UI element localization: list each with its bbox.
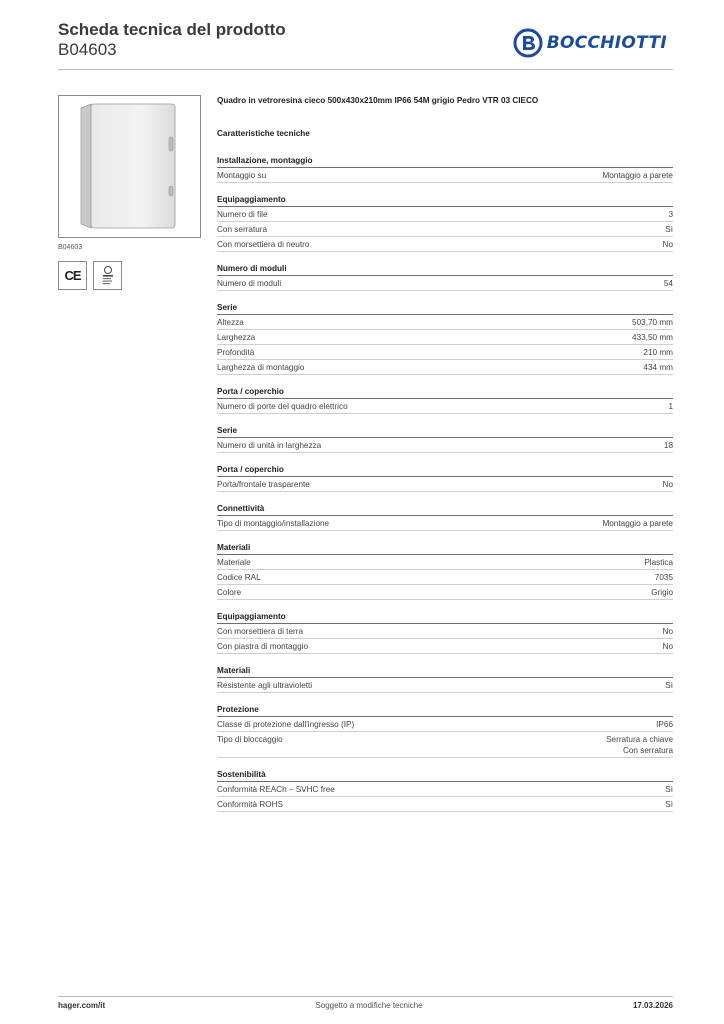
spec-row bbox=[217, 797, 673, 812]
spec-section bbox=[217, 703, 673, 758]
spec-row bbox=[217, 315, 673, 330]
spec-label: Tipo di bloccaggio bbox=[217, 734, 283, 744]
section-title: Serie bbox=[217, 301, 673, 315]
page-footer bbox=[58, 996, 673, 1010]
spec-value bbox=[664, 278, 673, 289]
spec-label: Con morsettiera di neutro bbox=[217, 239, 310, 249]
spec-value-line: 1 bbox=[668, 401, 673, 411]
spec-value bbox=[668, 401, 673, 412]
spec-section bbox=[217, 154, 673, 183]
spec-label: Altezza bbox=[217, 317, 244, 327]
spec-value-line: Montaggio a parete bbox=[602, 170, 673, 180]
spec-value-line: Sì bbox=[665, 224, 673, 234]
spec-value-line: IP66 bbox=[656, 719, 673, 729]
product-description: Quadro in vetroresina cieco 500x430x210mm IP66 54M grigio Pedro VTR 03 CIECO bbox=[217, 96, 539, 105]
ce-mark bbox=[58, 261, 87, 290]
page-title: Scheda tecnica del prodotto bbox=[58, 20, 286, 39]
spec-label: Numero di porte del quadro elettrico bbox=[217, 401, 348, 411]
spec-row bbox=[217, 477, 673, 492]
spec-row bbox=[217, 360, 673, 375]
spec-row bbox=[217, 717, 673, 732]
spec-section bbox=[217, 262, 673, 291]
spec-label: Larghezza bbox=[217, 332, 256, 342]
spec-value-line: 433,50 mm bbox=[632, 332, 673, 342]
section-title: Protezione bbox=[217, 703, 673, 717]
spec-value bbox=[644, 557, 673, 568]
spec-value bbox=[656, 719, 673, 730]
spec-section bbox=[217, 664, 673, 693]
spec-value bbox=[665, 224, 673, 235]
section-title: Installazione, montaggio bbox=[217, 154, 673, 168]
spec-value bbox=[643, 347, 673, 358]
spec-value-line: 18 bbox=[663, 440, 673, 450]
spec-section bbox=[217, 463, 673, 492]
spec-row bbox=[217, 639, 673, 654]
section-title: Sostenibilità bbox=[217, 768, 673, 782]
spec-value bbox=[632, 332, 673, 343]
spec-label: Classe di protezione dall'ingresso (IP) bbox=[217, 719, 355, 729]
spec-value-line: Sì bbox=[665, 784, 673, 794]
spec-value-line: 434 mm bbox=[643, 362, 673, 372]
spec-label: Porta/frontale trasparente bbox=[217, 479, 310, 489]
spec-label: Montaggio su bbox=[217, 170, 267, 180]
spec-value bbox=[663, 641, 673, 652]
spec-section bbox=[217, 768, 673, 812]
spec-value bbox=[606, 734, 673, 756]
footer-date: 17.03.2026 bbox=[632, 1001, 673, 1010]
spec-value bbox=[651, 587, 673, 598]
product-image bbox=[58, 95, 201, 238]
bocchiotti-logo-icon bbox=[513, 28, 543, 58]
spec-value bbox=[665, 680, 673, 691]
spec-row bbox=[217, 345, 673, 360]
spec-row bbox=[217, 585, 673, 600]
spec-value bbox=[665, 784, 673, 795]
spec-section bbox=[217, 301, 673, 375]
spec-label: Conformità ROHS bbox=[217, 799, 283, 809]
spec-value-line: 7035 bbox=[654, 572, 673, 582]
product-media bbox=[58, 95, 203, 290]
spec-value-line: No bbox=[662, 626, 673, 636]
brand-name: BOCCHIOTTI bbox=[546, 33, 667, 53]
spec-row bbox=[217, 399, 673, 414]
spec-label: Numero di moduli bbox=[217, 278, 282, 288]
image-caption: B04603 bbox=[58, 244, 83, 251]
spec-row bbox=[217, 732, 673, 758]
spec-value-line: Plastica bbox=[644, 557, 673, 567]
section-title: Materiali bbox=[217, 541, 673, 555]
spec-value bbox=[663, 479, 673, 490]
spec-value-line: Grigio bbox=[651, 587, 673, 597]
spec-row bbox=[217, 678, 673, 693]
spec-row bbox=[217, 516, 673, 531]
spec-label: Resistente agli ultravioletti bbox=[217, 680, 313, 690]
footer-site: hager.com/it bbox=[58, 1001, 106, 1010]
product-code: B04603 bbox=[58, 40, 117, 59]
raee-icon bbox=[97, 265, 119, 287]
spec-row bbox=[217, 207, 673, 222]
spec-value-line: Serratura a chiave bbox=[606, 734, 673, 744]
spec-value bbox=[663, 626, 673, 637]
spec-row bbox=[217, 222, 673, 237]
section-title: Serie bbox=[217, 424, 673, 438]
spec-value bbox=[602, 518, 673, 529]
spec-value-line: No bbox=[662, 641, 673, 651]
spec-row bbox=[217, 555, 673, 570]
raee-mark bbox=[93, 261, 122, 290]
spec-value bbox=[668, 209, 673, 220]
spec-row bbox=[217, 330, 673, 345]
tech-title: Caratteristiche tecniche bbox=[217, 129, 310, 138]
spec-label: Materiale bbox=[217, 557, 251, 567]
spec-row bbox=[217, 782, 673, 797]
spec-value-line: 503,70 mm bbox=[632, 317, 673, 327]
spec-section bbox=[217, 541, 673, 600]
spec-section bbox=[217, 424, 673, 453]
brand-logo bbox=[513, 28, 667, 58]
spec-value-line: Sì bbox=[665, 799, 673, 809]
ce-icon: CE bbox=[64, 268, 81, 283]
spec-label: Larghezza di montaggio bbox=[217, 362, 305, 372]
spec-label: Con serratura bbox=[217, 224, 268, 234]
section-title: Equipaggiamento bbox=[217, 193, 673, 207]
spec-value bbox=[664, 440, 673, 451]
section-title: Equipaggiamento bbox=[217, 610, 673, 624]
spec-value bbox=[643, 362, 673, 373]
footer-note: Soggetto a modifiche tecniche bbox=[315, 1001, 423, 1010]
spec-section bbox=[217, 193, 673, 252]
spec-label: Conformità REACh – SVHC free bbox=[217, 784, 335, 794]
spec-label: Numero di file bbox=[217, 209, 268, 219]
spec-row bbox=[217, 624, 673, 639]
spec-sections bbox=[217, 154, 673, 812]
spec-value-line: Montaggio a parete bbox=[602, 518, 673, 528]
spec-row bbox=[217, 276, 673, 291]
spec-value-line: No bbox=[662, 239, 673, 249]
spec-label: Profondità bbox=[217, 347, 255, 357]
spec-value-line: 210 mm bbox=[643, 347, 673, 357]
spec-value bbox=[632, 317, 673, 328]
spec-label: Tipo di montaggio/installazione bbox=[217, 518, 330, 528]
specifications bbox=[217, 96, 673, 822]
spec-value-line: No bbox=[662, 479, 673, 489]
section-title: Numero di moduli bbox=[217, 262, 673, 276]
spec-label: Numero di unità in larghezza bbox=[217, 440, 322, 450]
spec-value bbox=[602, 170, 673, 181]
spec-section bbox=[217, 610, 673, 654]
section-title: Materiali bbox=[217, 664, 673, 678]
section-title: Porta / coperchio bbox=[217, 385, 673, 399]
spec-value-line: Sì bbox=[665, 680, 673, 690]
spec-row bbox=[217, 570, 673, 585]
enclosure-image-icon bbox=[75, 102, 185, 232]
spec-value-line: 54 bbox=[663, 278, 673, 288]
spec-label: Con morsettiera di terra bbox=[217, 626, 304, 636]
spec-value-line: Con serratura bbox=[622, 745, 673, 755]
spec-section bbox=[217, 502, 673, 531]
spec-label: Con piastra di montaggio bbox=[217, 641, 309, 651]
spec-row bbox=[217, 237, 673, 252]
spec-value-line: 3 bbox=[668, 209, 673, 219]
certifications bbox=[58, 261, 203, 290]
spec-section bbox=[217, 385, 673, 414]
spec-value bbox=[655, 572, 673, 583]
spec-value bbox=[665, 799, 673, 810]
spec-row bbox=[217, 438, 673, 453]
spec-row bbox=[217, 168, 673, 183]
spec-label: Codice RAL bbox=[217, 572, 261, 582]
spec-label: Colore bbox=[217, 587, 242, 597]
page-header bbox=[58, 20, 673, 70]
section-title: Porta / coperchio bbox=[217, 463, 673, 477]
section-title: Connettività bbox=[217, 502, 673, 516]
spec-value bbox=[663, 239, 673, 250]
